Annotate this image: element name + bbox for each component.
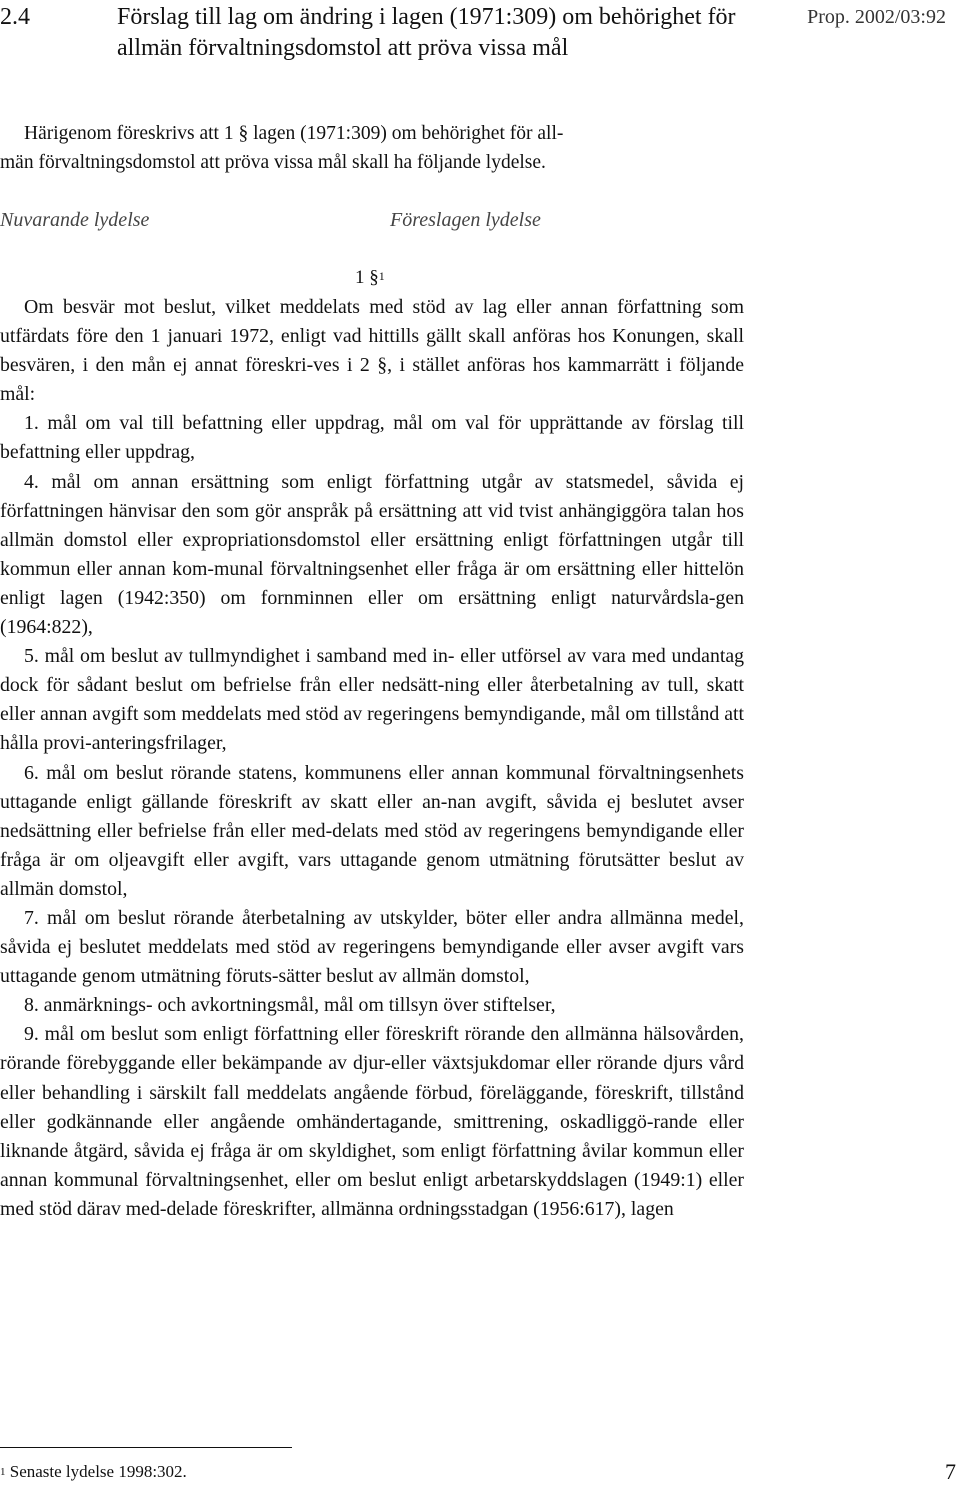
footnote-mark: 1 — [0, 1466, 6, 1478]
statute-item-7: 7. mål om beslut rörande återbetalning av utskylder, böter eller andra allmänna medel, såvida ej beslutet meddelats med stöd av regeringens bemyndigande eller avser avgift vars uttagande genom utmätning föruts-sätter beslut av allmän domstol, — [0, 906, 744, 988]
proposed-wording-label: Föreslagen lydelse — [390, 209, 541, 231]
footnote-divider — [0, 1447, 292, 1448]
intro-line-1: Härigenom föreskrivs att 1 § lagen (1971:309) om behörighet för all- — [24, 123, 564, 144]
statute-intro-paragraph: Om besvär mot beslut, vilket meddelats med stöd av lag eller annan författning som utfärdats före den 1 januari 1972, enligt vad hittills gällt skall anföras hos Konungen, skall besvären, i den mån ej annat föreskri-ves i 2 §, i stället anföras hos kammarrätt i följande mål: — [0, 296, 744, 406]
page-number: 7 — [945, 1459, 956, 1484]
paragraph-heading — [355, 264, 385, 292]
statute-item-8: 8. anmärknings- och avkortningsmål, mål om tillsyn över stiftelser, — [24, 994, 556, 1017]
statute-item-4: 4. mål om annan ersättning som enligt författning utgår av statsmedel, såvida ej författningen hänvisar den som gör anspråk på ersättning att vid tvist anhängiggöra talan hos allmän domstol eller expropriationsdomstol eller ersättning enligt författningen utgår till kommun eller annan kom-munal förvaltningsenhet eller fråga är om ersättning eller hittelön enligt lagen (1942:350) om fornminnen eller om ersättning enligt naturvårdsla-gen (1964:822), — [0, 470, 744, 639]
document-reference: Prop. 2002/03:92 — [807, 6, 946, 28]
intro-line-2: män förvaltningsdomstol att pröva vissa mål skall ha följande lydelse. — [0, 152, 546, 173]
footnote — [0, 1461, 187, 1483]
current-wording-label: Nuvarande lydelse — [0, 209, 150, 231]
statute-text — [0, 293, 744, 1224]
intro-paragraph — [0, 119, 744, 177]
statute-item-9: 9. mål om beslut som enligt författning eller föreskrift rörande den allmänna hälsovården, rörande förebyggande eller bekämpande av djur-eller växtsjukdomar eller rörande djurs vård eller behandling i särskilt fall meddelats angående förbud, föreläggande, föreskrift, tillstånd eller godkännande eller angående omhändertagande, smittrening, oskadliggö-rande eller liknande åtgärd, såvida ej fråga är om skyldighet, som enligt författning åvilar kommun eller annan kommunal förvaltningsenhet, eller om beslut enligt arbetarskyddslagen (1949:1) eller med stöd därav med-delade föreskrifter, allmänna ordningsstadgan (1956:617), lagen — [0, 1023, 744, 1220]
statute-item-5: 5. mål om beslut av tullmyndighet i samband med in- eller utförsel av vara med undantag dock för sådant beslut om befrielse från eller nedsätt-ning eller återbetalning av tull, skatt eller annan avgift som meddelats med stöd av regeringens bemyndigande, mål om tillstånd att hålla provi-anteringsfrilager, — [0, 645, 744, 755]
paragraph-number: 1 § — [355, 267, 379, 288]
statute-item-1: 1. mål om val till befattning eller uppdrag, mål om val för upprättande av förslag till befattning eller uppdrag, — [0, 412, 744, 464]
statute-item-6: 6. mål om beslut rörande statens, kommunens eller annan kommunal förvaltningsenhets uttagande enligt gällande föreskrift av skatt eller an-nan avgift, såvida ej beslutet avser nedsättning eller befrielse från eller med-delats med stöd av regeringens bemyndigande eller fråga är om oljeavgift eller avgift, vars uttagande genom utmätning förutsätter beslut av allmän domstol, — [0, 761, 744, 900]
section-number: 2.4 — [0, 4, 30, 30]
footnote-reference: 1 — [378, 269, 385, 283]
footnote-text: Senaste lydelse 1998:302. — [9, 1462, 187, 1481]
section-title: Förslag till lag om ändring i lagen (1971:309) om behörighet för allmän förvaltningsdomstol att pröva vissa mål — [117, 4, 736, 61]
